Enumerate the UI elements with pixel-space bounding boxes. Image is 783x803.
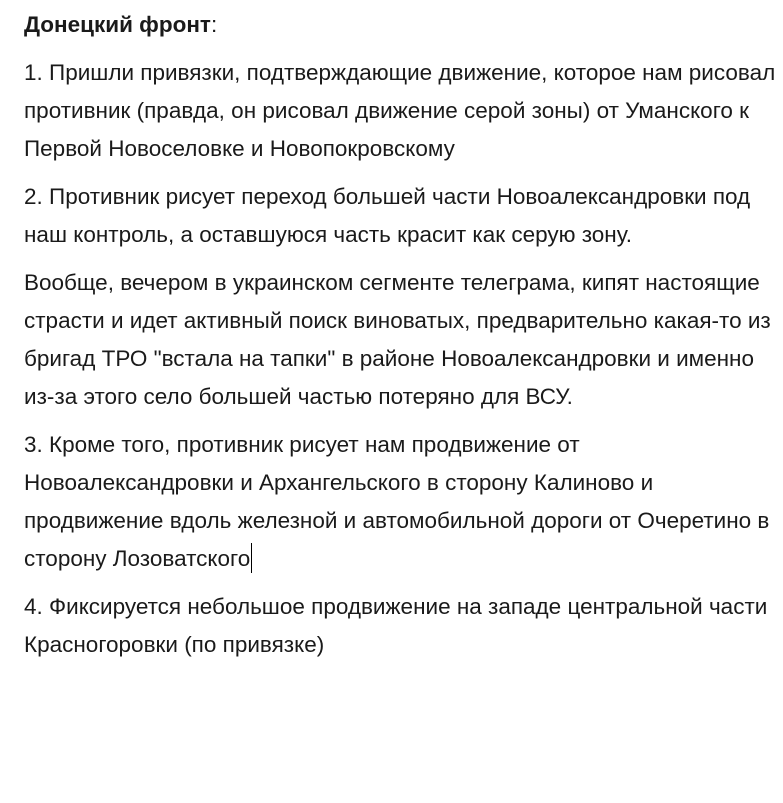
paragraph-4 xyxy=(24,426,776,578)
section-heading xyxy=(24,6,776,44)
paragraph-1: 1. Пришли привязки, подтверждающие движение, которое нам рисовал противник (правда, он рисовал движение серой зоны) от Уманского к Первой Новоселовке и Новопокровскому xyxy=(24,60,776,161)
paragraph-2: 2. Противник рисует переход большей части Новоалександровки под наш контроль, а оставшуюся часть красит как серую зону. xyxy=(24,184,751,247)
heading-colon: : xyxy=(210,12,218,37)
text-cursor xyxy=(251,543,252,573)
heading-title: Донецкий фронт xyxy=(24,12,211,37)
paragraph-4-text: 3. Кроме того, противник рисует нам продвижение от Новоалександровки и Архангельского в сторону Калиново и продвижение вдоль железной и автомобильной дороги от Очеретино в сторону Лозоватского xyxy=(24,432,770,571)
paragraph-3: Вообще, вечером в украинском сегменте телеграма, кипят настоящие страсти и идет активный поиск виноватых, предварительно какая-то из бригад ТРО "встала на тапки" в районе Новоалександровки и именно из-за этого село большей частью потеряно для ВСУ. xyxy=(24,270,771,409)
paragraph-5: 4. Фиксируется небольшое продвижение на западе центральной части Красногоровки (по привязке) xyxy=(24,594,768,657)
document-body[interactable] xyxy=(24,6,776,674)
